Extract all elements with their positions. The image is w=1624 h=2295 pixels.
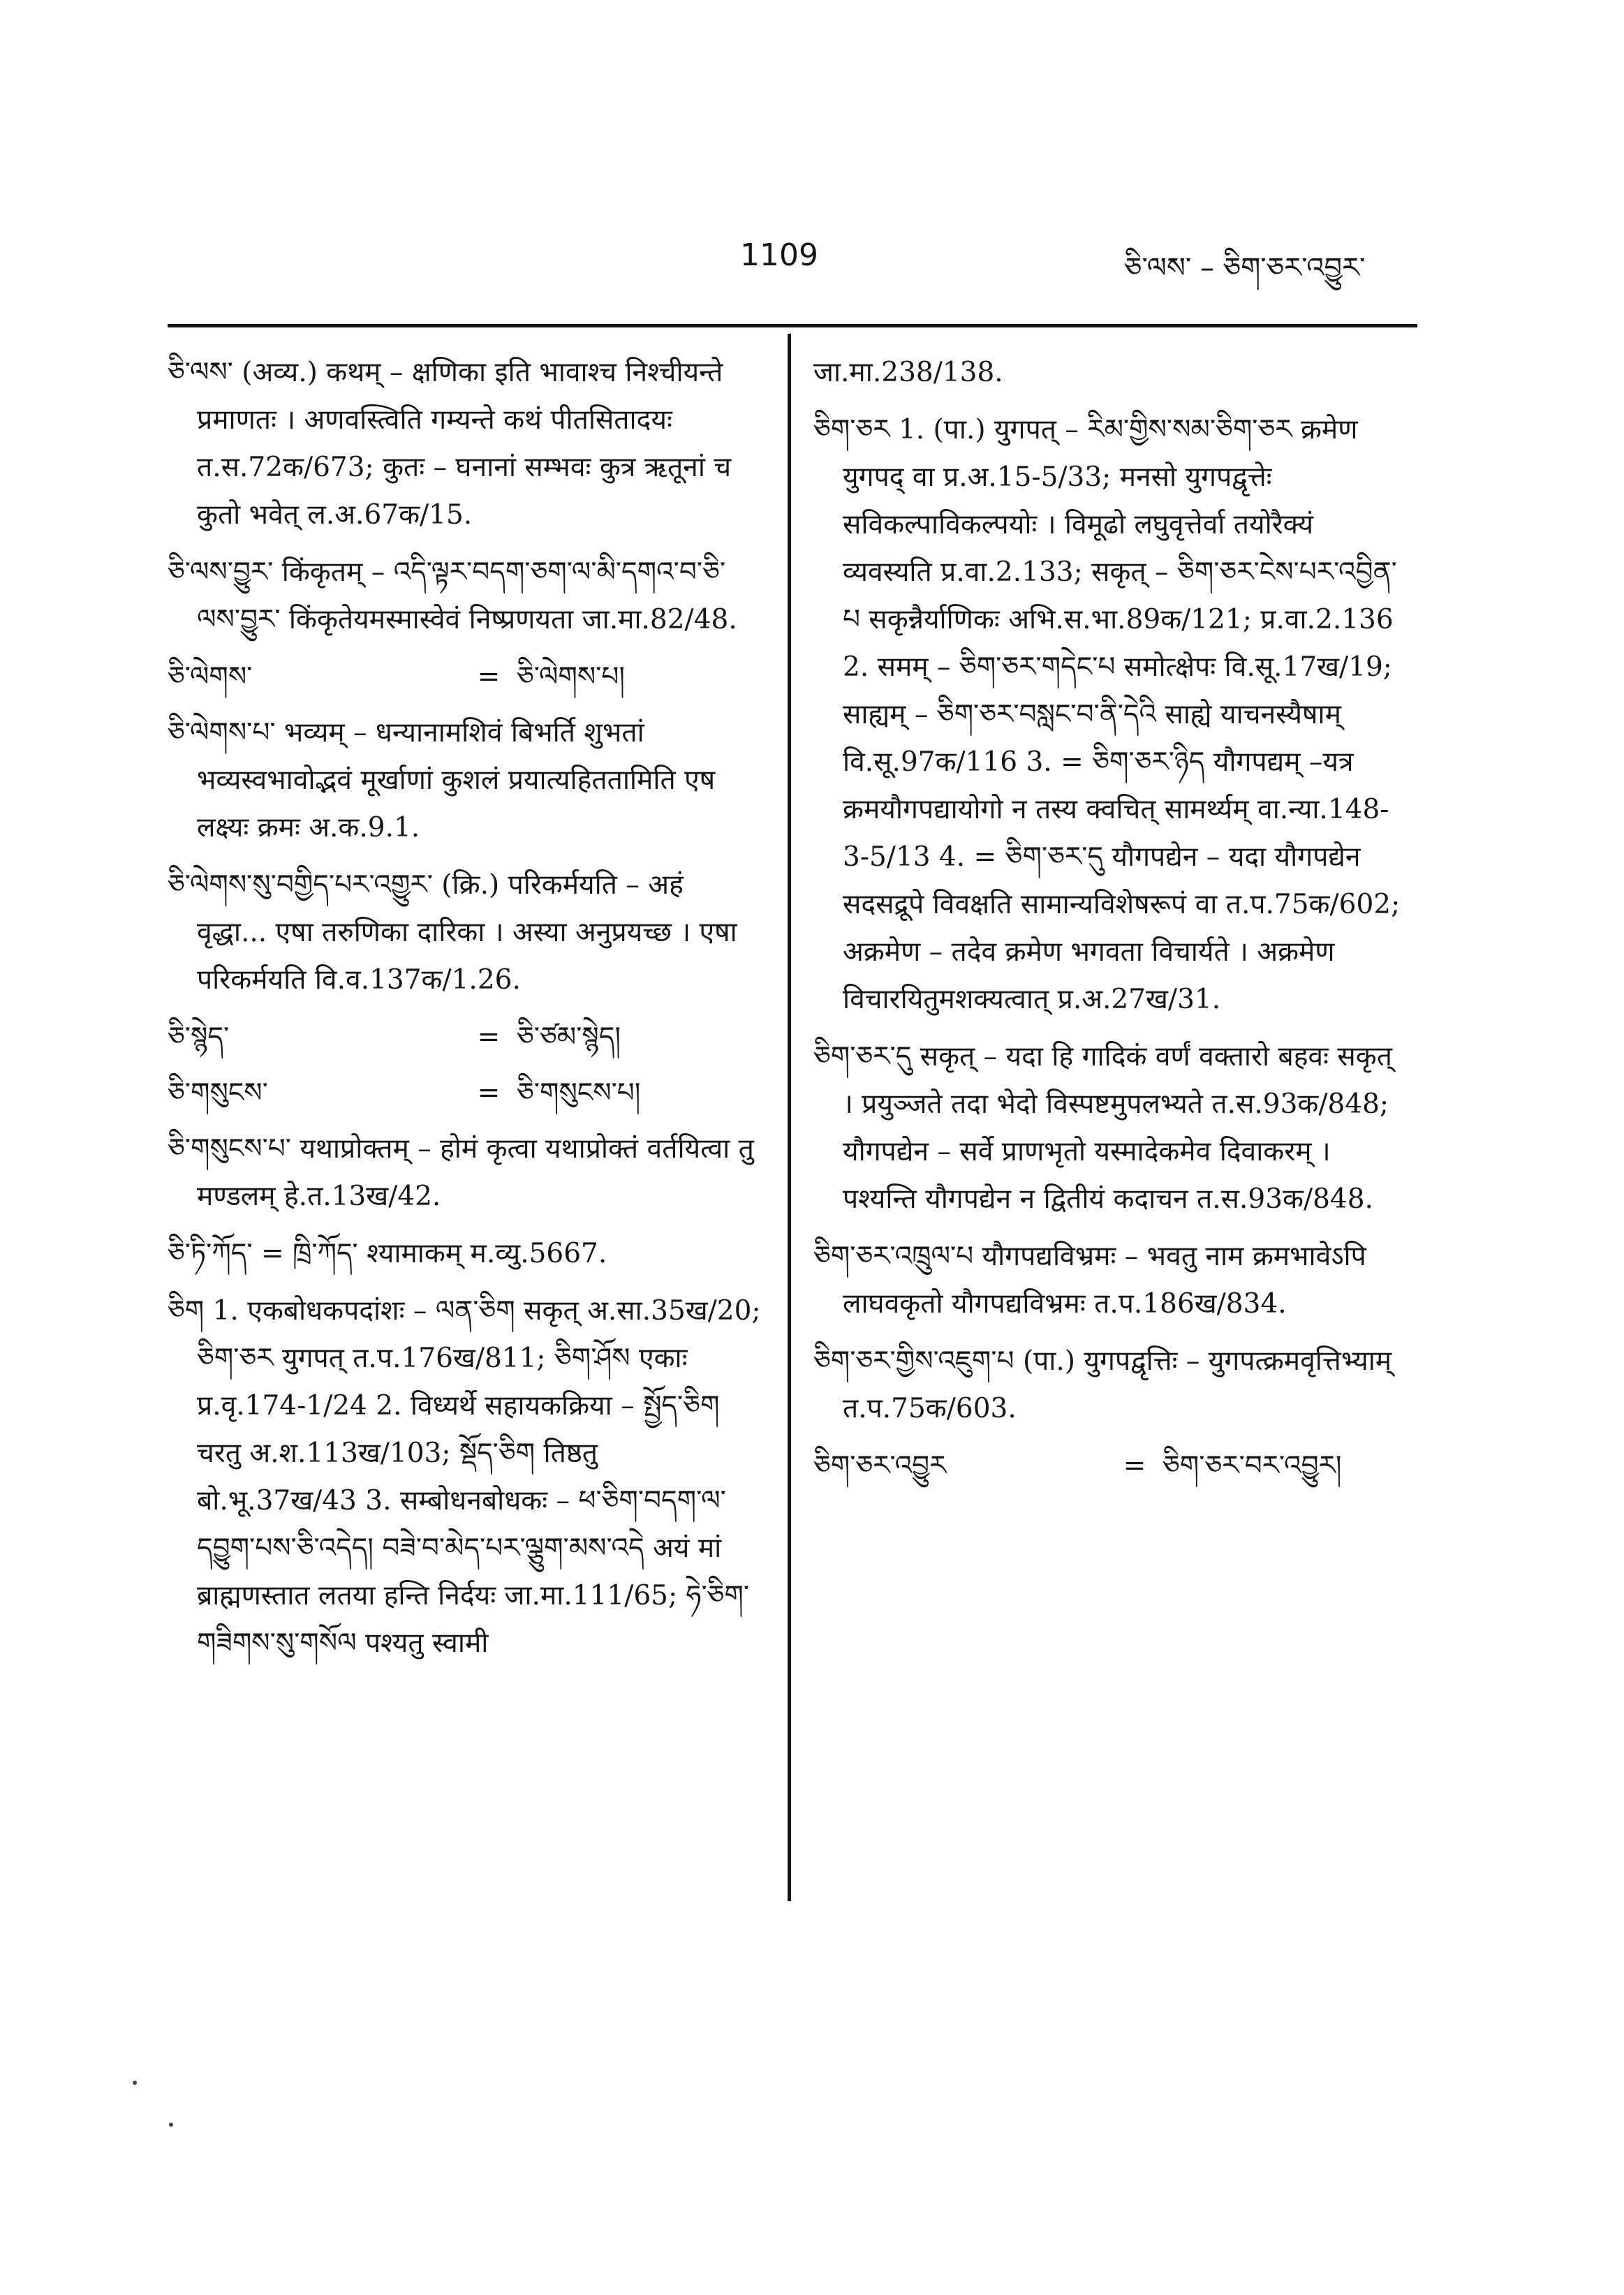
cross-reference-entry	[168, 654, 761, 701]
dictionary-entry: ཅིག་ཅར་འཁྲུལ་པ यौगपद्यविभ्रमः – भवतु नाम क्रमभावेऽपि लाघवकृतो यौगपद्यविभ्रमः त.प.186ख/834.	[813, 1241, 1366, 1320]
dictionary-entry: ཅིག་ཅར་དུ सकृत् – यदा हि गादिकं वर्णं वक्तारो बहवः सकृत् । प्रयुञ्जते तदा भेदो विस्पष्टमुपलभ्यते त.स.93क/848; यौगपद्येन – सर्वे प्राणभृतो यस्मादेकमेव दिवाकरम् । पश्यन्ति यौगपद्येन न द्वितीयं कदाचन त.स.93क/848.	[813, 1041, 1392, 1215]
left-column	[168, 349, 761, 1677]
dictionary-entry: ཅི་གསུངས་པ་ यथाप्रोक्तम् – होमं कृत्वा यथाप्रोक्तं वर्तयित्वा तु मण्डलम् हे.त.13ख/42.	[168, 1133, 754, 1212]
dictionary-entry: ཅི་ལེགས་སུ་བགྱིད་པར་འགྱུར་ (क्रि.) परिकर्मयति – अहं वृद्धा... एषा तरुणिका दारिका । अस्या अनुप्रयच्छ । एषा परिकर्मयति वि.व.137क/1.26.	[168, 869, 737, 996]
dictionary-entry: ཅི་ཏི་ཀོད་ = ཁྲི་ཀོད་ श्यामाकम् म.व्यु.5667.	[168, 1238, 607, 1269]
equals-sign: =	[477, 661, 501, 693]
column-divider	[788, 334, 791, 1901]
dictionary-entry: ཅི་ལེགས་པ་ भव्यम् – धन्यानामशिवं बिभर्ति शुभतां भव्यस्वभावोद्भवं मूर्खाणां कुशलं प्रयात्यहिततामिति एष लक्ष्यः क्रमः अ.क.9.1.	[168, 717, 716, 843]
page-number: 1109	[740, 237, 818, 273]
cross-reference-entry	[813, 1442, 1407, 1490]
entry-target: ཅིག་ཅར་བར་འབྱུར།	[1162, 1450, 1342, 1482]
entry-target: ཅི་ལེགས་པ།	[517, 661, 625, 693]
dictionary-entry: ཅིག་ཅར་གྱིས་འཇུག་པ (पा.) युगपद्वृत्तिः – युगपत्क्रमवृत्तिभ्याम् त.प.75क/603.	[813, 1345, 1392, 1424]
entry-headword: ཅི་ལེགས་	[168, 661, 253, 693]
print-speck	[169, 2123, 173, 2127]
equals-sign: =	[477, 1077, 501, 1109]
entry-target: ཅི་གསུངས་པ།	[517, 1077, 641, 1109]
dictionary-entry: जा.मा.238/138.	[813, 357, 1003, 388]
cross-reference-entry	[168, 1014, 761, 1061]
dictionary-entry: ཅིག་ཅར 1. (पा.) युगपत् – རིམ་གྱིས་སམ་ཅིག་ཅར क्रमेण युगपद् वा प्र.अ.15-5/33; मनसो युगपद्वृत्तेः सविकल्पाविकल्पयोः । विमूढो लघुवृत्तेर्वा तयोरैक्यं व्यवस्यति प्र.वा.2.133; सकृत् – ཅིག་ཅར་ངེས་པར་འབྱིན་པ सकृन्नैर्याणिकः अभि.स.भा.89क/121; प्र.वा.2.136 2. समम् – ཅིག་ཅར་གདེང་པ समोत्क्षेपः वि.सू.17ख/19; साह्यम् – ཅིག་ཅར་བསླང་བ་ནི་དེའི साह्ये याचनस्यैषाम् वि.सू.97क/116 3. = ཅིག་ཅར་ཉིད यौगपद्यम् –यत्र क्रमयौगपद्यायोगो न तस्य क्वचित् सामर्थ्यम् वा.न्या.148-3-5/13 4. = ཅིག་ཅར་དུ यौगपद्येन – यदा यौगपद्येन सदसद्रूपे विवक्षति सामान्यविशेषरूपं वा त.प.75क/602; अक्रमेण – तदेव क्रमेण भगवता विचार्यते । अक्रमेण विचारयितुमशक्यत्वात् प्र.अ.27ख/31.	[813, 414, 1401, 1015]
equals-sign: =	[1123, 1450, 1146, 1482]
right-column	[813, 349, 1407, 1498]
equals-sign: =	[477, 1021, 501, 1053]
dictionary-entry: ཅི་ལས་བྱུར་ किंकृतम् – འདི་ལྟར་བདག་ཅག་ལ་མི་དགའ་བ་ཅི་ལས་བྱུར་ किंकृतेयमस्मास्वेवं निष्प्रणयता जा.मा.82/48.	[168, 556, 737, 635]
entry-headword: ཅིག་ཅར་འབྱུར	[813, 1450, 947, 1482]
print-speck	[133, 2081, 137, 2085]
entry-headword: ཅི་སྙེད་	[168, 1021, 230, 1053]
running-head: ཅི་ལས་ – ཅིག་ཅར་འབྱུར་	[1124, 252, 1366, 284]
entry-headword: ཅི་གསུངས་	[168, 1077, 268, 1109]
dictionary-entry: ཅིག 1. एकबोधकपदांशः – ལན་ཅིག सकृत् अ.सा.35ख/20; ཅིག་ཅར युगपत् त.प.176ख/811; ཅིག་ཤོས एकाः प्र.वृ.174-1/24 2. विध्यर्थे सहायकक्रिया – སྤྱོད་ཅིག चरतु अ.श.113ख/103; སྡོད་ཅིག तिष्ठतु बो.भू.37ख/43 3. सम्बोधनबोधकः – ཕ་ཅིག་བདག་ལ་དབྱུག་པས་ཅི་འདེད། བཟེ་བ་མེད་པར་ལྕུག་མས་འདེ अयं मां ब्राह्मणस्तात लतया हन्ति निर्दयः जा.मा.111/65; ཧེ་ཅིག་གཟིགས་སུ་གསོལ पश्यतु स्वामी	[168, 1295, 761, 1659]
entry-target: ཅི་ཙམ་སྙེད།	[517, 1021, 621, 1053]
cross-reference-entry	[168, 1070, 761, 1117]
dictionary-entry: ཅི་ལས་ (अव्य.) कथम् – क्षणिका इति भावाश्च निश्चीयन्ते प्रमाणतः । अणवस्त्विति गम्यन्ते कथं पीतसितादयः त.स.72क/673; कुतः – घनानां सम्भवः कुत्र ऋतूनां च कुतो भवेत् ल.अ.67क/15.	[168, 357, 732, 531]
header-rule	[168, 324, 1417, 327]
